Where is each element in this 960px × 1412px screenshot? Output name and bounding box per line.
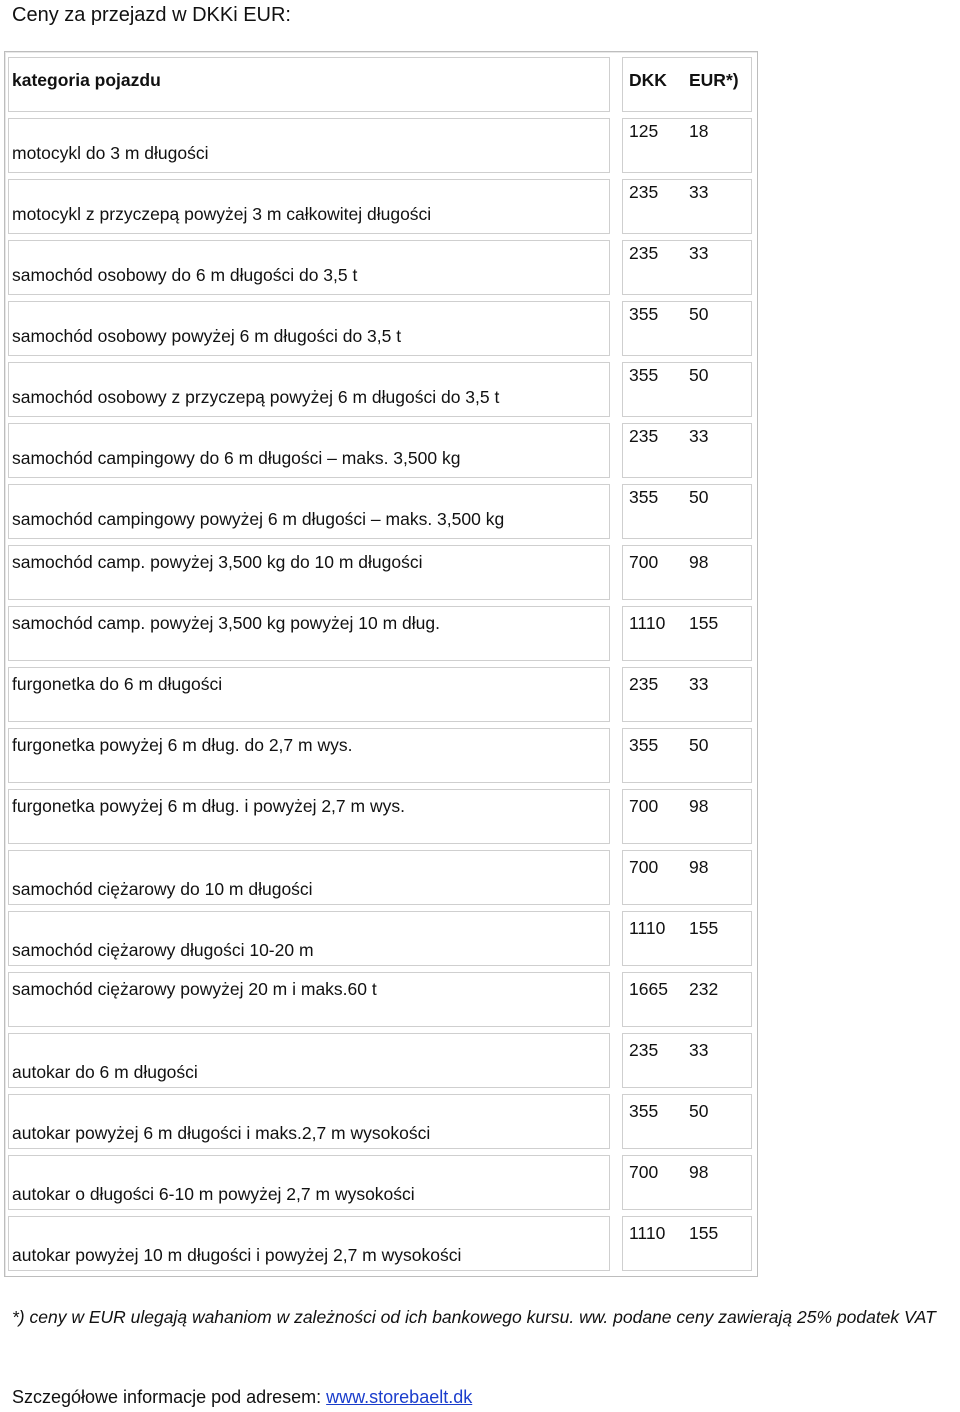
row-dkk: 355 (629, 365, 659, 385)
row-eur: 50 (689, 304, 709, 324)
row-dkk: 700 (629, 552, 659, 572)
row-dkk: 1665 (629, 979, 668, 999)
row-category: samochód osobowy powyżej 6 m długości do 3,5 t (12, 326, 402, 346)
row-category: motocykl z przyczepą powyżej 3 m całkowitej długości (12, 204, 432, 224)
row-dkk: 355 (629, 487, 659, 507)
row-eur: 155 (689, 918, 719, 938)
row-eur: 50 (689, 487, 709, 507)
row-category: autokar o długości 6-10 m powyżej 2,7 m wysokości (12, 1184, 415, 1204)
row-eur: 33 (689, 1040, 709, 1060)
row-category: samochód ciężarowy powyżej 20 m i maks.60 t (12, 979, 377, 999)
row-dkk: 700 (629, 1162, 659, 1182)
row-category: autokar powyżej 6 m długości i maks.2,7 m wysokości (12, 1123, 431, 1143)
row-eur: 33 (689, 182, 709, 202)
row-eur: 98 (689, 796, 709, 816)
page-title: Ceny za przejazd w DKKi EUR: (12, 4, 291, 26)
row-category: samochód osobowy do 6 m długości do 3,5 t (12, 265, 358, 285)
row-category: samochód ciężarowy długości 10-20 m (12, 940, 314, 960)
row-dkk: 1110 (629, 1223, 666, 1243)
row-eur: 33 (689, 426, 709, 446)
row-eur: 50 (689, 735, 709, 755)
row-eur: 98 (689, 552, 709, 572)
row-dkk: 700 (629, 857, 659, 877)
row-eur: 33 (689, 674, 709, 694)
row-eur: 33 (689, 243, 709, 263)
row-eur: 155 (689, 613, 719, 633)
row-category: samochód camp. powyżej 3,500 kg do 10 m długości (12, 552, 423, 572)
header-dkk: DKK (629, 70, 667, 90)
row-category: motocykl do 3 m długości (12, 143, 209, 163)
row-eur: 98 (689, 857, 709, 877)
row-eur: 50 (689, 365, 709, 385)
row-category: furgonetka powyżej 6 m dług. i powyżej 2,7 m wys. (12, 796, 405, 816)
row-category: furgonetka powyżej 6 m dług. do 2,7 m wys. (12, 735, 353, 755)
header-eur: EUR*) (689, 70, 739, 90)
row-category: autokar do 6 m długości (12, 1062, 198, 1082)
row-dkk: 700 (629, 796, 659, 816)
row-eur: 50 (689, 1101, 709, 1121)
row-dkk: 235 (629, 674, 659, 694)
row-dkk: 125 (629, 121, 659, 141)
row-dkk: 355 (629, 735, 659, 755)
website-link[interactable]: www.storebaelt.dk (326, 1387, 473, 1407)
row-dkk: 355 (629, 304, 659, 324)
row-category: samochód campingowy powyżej 6 m długości – maks. 3,500 kg (12, 509, 505, 529)
row-category: autokar powyżej 10 m długości i powyżej 2,7 m wysokości (12, 1245, 462, 1265)
row-dkk: 1110 (629, 613, 666, 633)
row-eur: 232 (689, 979, 719, 999)
row-eur: 155 (689, 1223, 719, 1243)
row-category: samochód camp. powyżej 3,500 kg powyżej 10 m dług. (12, 613, 441, 633)
row-dkk: 235 (629, 243, 659, 263)
row-dkk: 355 (629, 1101, 659, 1121)
row-dkk: 1110 (629, 918, 666, 938)
header-category: kategoria pojazdu (12, 70, 161, 90)
row-category: samochód ciężarowy do 10 m długości (12, 879, 313, 899)
row-category: furgonetka do 6 m długości (12, 674, 223, 694)
footnote: *) ceny w EUR ulegają wahaniom w zależności od ich bankowego kursu. ww. podane ceny zawierają 25% podatek VAT (12, 1307, 936, 1327)
row-dkk: 235 (629, 1040, 659, 1060)
row-category: samochód campingowy do 6 m długości – maks. 3,500 kg (12, 448, 461, 468)
info-line (12, 1385, 472, 1409)
info-text: Szczegółowe informacje pod adresem: (12, 1387, 327, 1407)
row-dkk: 235 (629, 426, 659, 446)
row-category: samochód osobowy z przyczepą powyżej 6 m długości do 3,5 t (12, 387, 500, 407)
row-dkk: 235 (629, 182, 659, 202)
row-eur: 98 (689, 1162, 709, 1182)
row-eur: 18 (689, 121, 709, 141)
